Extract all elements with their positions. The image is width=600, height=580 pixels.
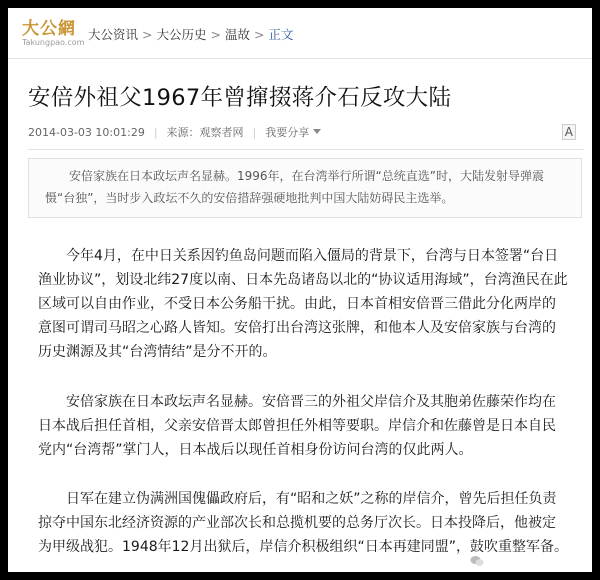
breadcrumb-separator: > [254, 27, 265, 42]
article-paragraph-2: 安倍家族在日本政坛声名显赫。安倍晋三的外祖父岸信介及其胞弟佐藤荣作均在日本战后担任首相，父亲安倍晋太郎曾担任外相等要职。岸信介和佐藤曾是日本自民党内“台湾帮”掌门人，日本战后以现任首相身份访问台湾的仅此两人。 [38, 394, 556, 458]
chevron-down-icon [313, 129, 321, 134]
article-source: 来源：观察者网 [166, 126, 244, 139]
article-datetime: 2014-03-03 10:01:29 [28, 126, 145, 139]
logo-subtext: Takungpao.com [22, 38, 85, 47]
font-size-toggle[interactable]: A [562, 124, 576, 140]
site-header [8, 8, 592, 59]
breadcrumb-current: 正文 [268, 27, 294, 42]
wechat-icon [470, 555, 484, 567]
article-paragraph-1: 今年4月，在中日关系因钓鱼岛问题而陷入僵局的背景下，台湾与日本签署“台日渔业协议”，划设北纬27度以南、日本先岛诸岛以北的“协议适用海域”，台湾渔民在此区域可以自由作业，不受日本公务船干扰。由此，日本首相安倍晋三借此分化两岸的意图可谓司马昭之心路人皆知。安倍打出台湾这张牌，和他本人及安倍家族与台湾的历史渊源及其“台湾情结”是分不开的。 [38, 248, 568, 360]
logo-text: 大公網 [22, 19, 76, 39]
article-meta: 2014-03-03 10:01:29 | 来源：观察者网 | 我要分享 A [28, 124, 584, 142]
breadcrumb-item-retrospect[interactable]: 温故 [225, 27, 251, 42]
article-paragraph-3: 日军在建立伪满洲国傀儡政府后，有“昭和之妖”之称的岸信介，曾先后担任负责掠夺中国东北经济资源的产业部次长和总揽机要的总务厅次长。日本投降后，他被定为甲级战犯。1948年12月出狱后，岸信介积极组织“日本再建同盟”，鼓吹重整军备。 [38, 491, 568, 555]
breadcrumb-item-history[interactable]: 大公历史 [156, 27, 207, 42]
watermark [470, 553, 560, 570]
breadcrumb-separator: > [142, 27, 153, 42]
site-logo[interactable] [22, 20, 84, 47]
meta-divider [28, 149, 584, 150]
article-page [8, 8, 592, 572]
article-title: 安倍外祖父1967年曾撺掇蒋介石反攻大陆 [28, 85, 452, 111]
article-summary: 安倍家族在日本政坛声名显赫。1996年，在台湾举行所谓“总统直选”时，大陆发射导弹震慑“台独”，当时步入政坛不久的安倍措辞强硬地批判中国大陆妨碍民主选举。 [28, 158, 582, 218]
share-label: 我要分享 [265, 126, 310, 139]
breadcrumb-item-news[interactable]: 大公资讯 [88, 27, 139, 42]
share-button[interactable] [265, 126, 321, 139]
breadcrumb-separator: > [210, 27, 221, 42]
watermark-text: 昆仑策研究院 [488, 555, 561, 569]
breadcrumb [88, 25, 294, 43]
